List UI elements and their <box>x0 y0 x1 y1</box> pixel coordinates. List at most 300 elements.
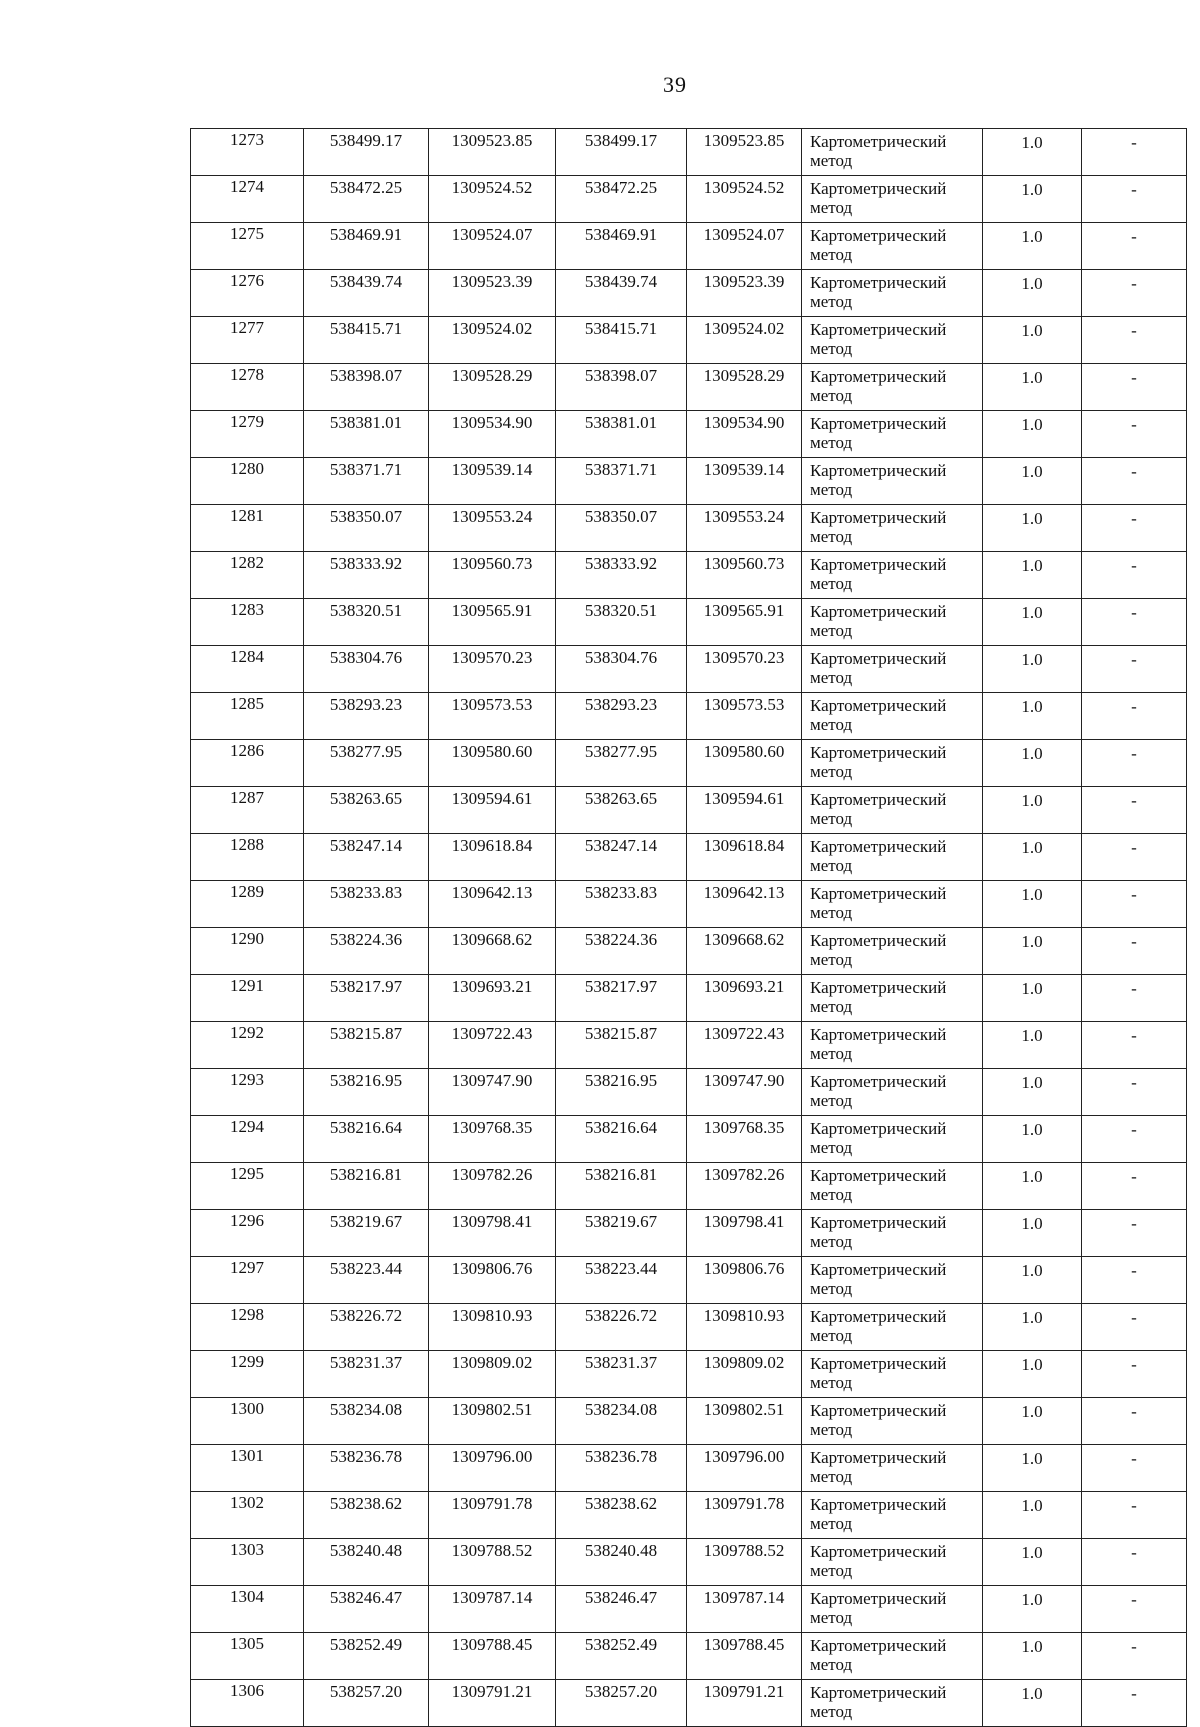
method-cell: Картометрический метод <box>802 1351 983 1398</box>
point-number-cell: 1281 <box>191 505 304 552</box>
coord-y-new-cell: 1309693.21 <box>687 975 802 1022</box>
method-cell: Картометрический метод <box>802 1069 983 1116</box>
coord-y-new-cell: 1309573.53 <box>687 693 802 740</box>
coord-x-new-cell: 538247.14 <box>556 834 687 881</box>
accuracy-cell: 1.0 <box>983 1680 1082 1727</box>
point-number-cell: 1300 <box>191 1398 304 1445</box>
coord-y-new-cell: 1309796.00 <box>687 1445 802 1492</box>
description-cell: - <box>1082 223 1187 270</box>
coord-y-cell: 1309787.14 <box>429 1586 556 1633</box>
coord-y-new-cell: 1309791.78 <box>687 1492 802 1539</box>
coord-x-new-cell: 538439.74 <box>556 270 687 317</box>
coord-x-new-cell: 538231.37 <box>556 1351 687 1398</box>
coord-y-cell: 1309806.76 <box>429 1257 556 1304</box>
table-row <box>191 1257 1187 1304</box>
coord-x-new-cell: 538216.95 <box>556 1069 687 1116</box>
coord-y-new-cell: 1309642.13 <box>687 881 802 928</box>
description-cell: - <box>1082 834 1187 881</box>
coord-y-new-cell: 1309722.43 <box>687 1022 802 1069</box>
coord-y-cell: 1309642.13 <box>429 881 556 928</box>
point-number-cell: 1275 <box>191 223 304 270</box>
coord-y-new-cell: 1309560.73 <box>687 552 802 599</box>
coord-y-cell: 1309594.61 <box>429 787 556 834</box>
coord-y-new-cell: 1309809.02 <box>687 1351 802 1398</box>
coord-x-cell: 538216.81 <box>304 1163 429 1210</box>
coord-y-cell: 1309809.02 <box>429 1351 556 1398</box>
coord-y-cell: 1309668.62 <box>429 928 556 975</box>
coord-x-new-cell: 538223.44 <box>556 1257 687 1304</box>
point-number-cell: 1280 <box>191 458 304 505</box>
method-cell: Картометрический метод <box>802 1257 983 1304</box>
coord-y-new-cell: 1309791.21 <box>687 1680 802 1727</box>
method-cell: Картометрический метод <box>802 1680 983 1727</box>
method-cell: Картометрический метод <box>802 317 983 364</box>
method-cell: Картометрический метод <box>802 129 983 176</box>
coord-y-new-cell: 1309523.39 <box>687 270 802 317</box>
description-cell: - <box>1082 881 1187 928</box>
coord-y-new-cell: 1309594.61 <box>687 787 802 834</box>
description-cell: - <box>1082 1210 1187 1257</box>
point-number-cell: 1306 <box>191 1680 304 1727</box>
description-cell: - <box>1082 1586 1187 1633</box>
coord-x-cell: 538240.48 <box>304 1539 429 1586</box>
coord-x-cell: 538233.83 <box>304 881 429 928</box>
method-cell: Картометрический метод <box>802 1022 983 1069</box>
coord-x-cell: 538234.08 <box>304 1398 429 1445</box>
accuracy-cell: 1.0 <box>983 975 1082 1022</box>
coord-x-cell: 538263.65 <box>304 787 429 834</box>
method-cell: Картометрический метод <box>802 740 983 787</box>
coord-y-new-cell: 1309524.02 <box>687 317 802 364</box>
method-cell: Картометрический метод <box>802 1445 983 1492</box>
description-cell: - <box>1082 176 1187 223</box>
method-cell: Картометрический метод <box>802 458 983 505</box>
table-row <box>191 1163 1187 1210</box>
method-cell: Картометрический метод <box>802 411 983 458</box>
point-number-cell: 1278 <box>191 364 304 411</box>
method-cell: Картометрический метод <box>802 975 983 1022</box>
point-number-cell: 1304 <box>191 1586 304 1633</box>
point-number-cell: 1286 <box>191 740 304 787</box>
coord-y-cell: 1309782.26 <box>429 1163 556 1210</box>
description-cell: - <box>1082 411 1187 458</box>
coord-y-new-cell: 1309810.93 <box>687 1304 802 1351</box>
point-number-cell: 1282 <box>191 552 304 599</box>
table-row <box>191 646 1187 693</box>
coord-y-cell: 1309796.00 <box>429 1445 556 1492</box>
coord-y-new-cell: 1309806.76 <box>687 1257 802 1304</box>
coord-y-new-cell: 1309580.60 <box>687 740 802 787</box>
description-cell: - <box>1082 458 1187 505</box>
coord-x-cell: 538246.47 <box>304 1586 429 1633</box>
coord-x-cell: 538216.64 <box>304 1116 429 1163</box>
description-cell: - <box>1082 1633 1187 1680</box>
coord-y-cell: 1309528.29 <box>429 364 556 411</box>
coord-x-cell: 538219.67 <box>304 1210 429 1257</box>
accuracy-cell: 1.0 <box>983 364 1082 411</box>
method-cell: Картометрический метод <box>802 646 983 693</box>
coord-y-cell: 1309722.43 <box>429 1022 556 1069</box>
coord-y-new-cell: 1309768.35 <box>687 1116 802 1163</box>
coord-x-cell: 538236.78 <box>304 1445 429 1492</box>
coord-x-cell: 538371.71 <box>304 458 429 505</box>
coord-y-cell: 1309523.85 <box>429 129 556 176</box>
coord-x-cell: 538216.95 <box>304 1069 429 1116</box>
accuracy-cell: 1.0 <box>983 1304 1082 1351</box>
coord-x-new-cell: 538217.97 <box>556 975 687 1022</box>
coord-x-cell: 538257.20 <box>304 1680 429 1727</box>
coord-x-cell: 538320.51 <box>304 599 429 646</box>
table-row <box>191 129 1187 176</box>
coord-y-new-cell: 1309782.26 <box>687 1163 802 1210</box>
point-number-cell: 1296 <box>191 1210 304 1257</box>
method-cell: Картометрический метод <box>802 176 983 223</box>
accuracy-cell: 1.0 <box>983 1586 1082 1633</box>
accuracy-cell: 1.0 <box>983 834 1082 881</box>
method-cell: Картометрический метод <box>802 834 983 881</box>
accuracy-cell: 1.0 <box>983 787 1082 834</box>
coord-x-new-cell: 538257.20 <box>556 1680 687 1727</box>
method-cell: Картометрический метод <box>802 1539 983 1586</box>
coord-x-cell: 538231.37 <box>304 1351 429 1398</box>
coord-y-cell: 1309747.90 <box>429 1069 556 1116</box>
table-row <box>191 1069 1187 1116</box>
coord-x-new-cell: 538350.07 <box>556 505 687 552</box>
description-cell: - <box>1082 129 1187 176</box>
coord-x-cell: 538381.01 <box>304 411 429 458</box>
coord-x-cell: 538333.92 <box>304 552 429 599</box>
coord-y-new-cell: 1309668.62 <box>687 928 802 975</box>
accuracy-cell: 1.0 <box>983 552 1082 599</box>
table-row <box>191 975 1187 1022</box>
description-cell: - <box>1082 1257 1187 1304</box>
coord-y-cell: 1309802.51 <box>429 1398 556 1445</box>
coord-y-cell: 1309788.52 <box>429 1539 556 1586</box>
description-cell: - <box>1082 1304 1187 1351</box>
coord-x-cell: 538224.36 <box>304 928 429 975</box>
coord-x-new-cell: 538263.65 <box>556 787 687 834</box>
coord-y-cell: 1309534.90 <box>429 411 556 458</box>
coord-x-cell: 538252.49 <box>304 1633 429 1680</box>
accuracy-cell: 1.0 <box>983 270 1082 317</box>
coord-x-cell: 538439.74 <box>304 270 429 317</box>
description-cell: - <box>1082 1163 1187 1210</box>
coord-y-new-cell: 1309528.29 <box>687 364 802 411</box>
coord-x-new-cell: 538226.72 <box>556 1304 687 1351</box>
method-cell: Картометрический метод <box>802 1398 983 1445</box>
coord-y-new-cell: 1309802.51 <box>687 1398 802 1445</box>
accuracy-cell: 1.0 <box>983 928 1082 975</box>
method-cell: Картометрический метод <box>802 270 983 317</box>
table-row <box>191 270 1187 317</box>
coord-y-new-cell: 1309524.52 <box>687 176 802 223</box>
coord-x-cell: 538398.07 <box>304 364 429 411</box>
table-row <box>191 740 1187 787</box>
coord-x-new-cell: 538293.23 <box>556 693 687 740</box>
method-cell: Картометрический метод <box>802 1163 983 1210</box>
description-cell: - <box>1082 270 1187 317</box>
description-cell: - <box>1082 1445 1187 1492</box>
table-row <box>191 1116 1187 1163</box>
description-cell: - <box>1082 1116 1187 1163</box>
table-row <box>191 834 1187 881</box>
table-row <box>191 693 1187 740</box>
table-row <box>191 176 1187 223</box>
coordinates-table <box>190 128 1187 1727</box>
coord-x-new-cell: 538277.95 <box>556 740 687 787</box>
coord-y-new-cell: 1309747.90 <box>687 1069 802 1116</box>
coord-y-cell: 1309524.52 <box>429 176 556 223</box>
point-number-cell: 1297 <box>191 1257 304 1304</box>
table-row <box>191 1680 1187 1727</box>
accuracy-cell: 1.0 <box>983 646 1082 693</box>
point-number-cell: 1276 <box>191 270 304 317</box>
table-row <box>191 1586 1187 1633</box>
coord-x-new-cell: 538381.01 <box>556 411 687 458</box>
coord-x-cell: 538238.62 <box>304 1492 429 1539</box>
coordinates-table-body <box>191 129 1187 1727</box>
point-number-cell: 1295 <box>191 1163 304 1210</box>
method-cell: Картометрический метод <box>802 1304 983 1351</box>
coord-x-new-cell: 538333.92 <box>556 552 687 599</box>
method-cell: Картометрический метод <box>802 505 983 552</box>
description-cell: - <box>1082 599 1187 646</box>
coord-y-new-cell: 1309787.14 <box>687 1586 802 1633</box>
coord-y-new-cell: 1309798.41 <box>687 1210 802 1257</box>
point-number-cell: 1279 <box>191 411 304 458</box>
coord-x-new-cell: 538371.71 <box>556 458 687 505</box>
coord-x-new-cell: 538415.71 <box>556 317 687 364</box>
coord-y-new-cell: 1309565.91 <box>687 599 802 646</box>
coord-x-new-cell: 538240.48 <box>556 1539 687 1586</box>
coord-y-cell: 1309570.23 <box>429 646 556 693</box>
method-cell: Картометрический метод <box>802 599 983 646</box>
method-cell: Картометрический метод <box>802 693 983 740</box>
coord-y-cell: 1309524.02 <box>429 317 556 364</box>
coord-x-cell: 538217.97 <box>304 975 429 1022</box>
coord-x-new-cell: 538304.76 <box>556 646 687 693</box>
coord-x-cell: 538215.87 <box>304 1022 429 1069</box>
description-cell: - <box>1082 787 1187 834</box>
point-number-cell: 1287 <box>191 787 304 834</box>
coord-x-new-cell: 538472.25 <box>556 176 687 223</box>
method-cell: Картометрический метод <box>802 552 983 599</box>
coord-y-new-cell: 1309539.14 <box>687 458 802 505</box>
method-cell: Картометрический метод <box>802 787 983 834</box>
method-cell: Картометрический метод <box>802 1116 983 1163</box>
accuracy-cell: 1.0 <box>983 599 1082 646</box>
coord-x-new-cell: 538224.36 <box>556 928 687 975</box>
accuracy-cell: 1.0 <box>983 1257 1082 1304</box>
table-row <box>191 1492 1187 1539</box>
table-row <box>191 411 1187 458</box>
point-number-cell: 1277 <box>191 317 304 364</box>
coord-x-cell: 538247.14 <box>304 834 429 881</box>
accuracy-cell: 1.0 <box>983 129 1082 176</box>
description-cell: - <box>1082 693 1187 740</box>
point-number-cell: 1291 <box>191 975 304 1022</box>
coord-x-new-cell: 538233.83 <box>556 881 687 928</box>
point-number-cell: 1298 <box>191 1304 304 1351</box>
coord-y-cell: 1309539.14 <box>429 458 556 505</box>
coord-y-cell: 1309693.21 <box>429 975 556 1022</box>
description-cell: - <box>1082 1680 1187 1727</box>
table-row <box>191 1304 1187 1351</box>
accuracy-cell: 1.0 <box>983 505 1082 552</box>
point-number-cell: 1288 <box>191 834 304 881</box>
table-row <box>191 364 1187 411</box>
coord-x-new-cell: 538216.81 <box>556 1163 687 1210</box>
coord-x-new-cell: 538234.08 <box>556 1398 687 1445</box>
coord-y-cell: 1309810.93 <box>429 1304 556 1351</box>
coord-y-cell: 1309618.84 <box>429 834 556 881</box>
coord-y-cell: 1309768.35 <box>429 1116 556 1163</box>
point-number-cell: 1285 <box>191 693 304 740</box>
table-row <box>191 458 1187 505</box>
method-cell: Картометрический метод <box>802 928 983 975</box>
point-number-cell: 1273 <box>191 129 304 176</box>
coord-x-new-cell: 538219.67 <box>556 1210 687 1257</box>
point-number-cell: 1293 <box>191 1069 304 1116</box>
accuracy-cell: 1.0 <box>983 1445 1082 1492</box>
coord-y-new-cell: 1309523.85 <box>687 129 802 176</box>
coord-y-cell: 1309573.53 <box>429 693 556 740</box>
description-cell: - <box>1082 1069 1187 1116</box>
coord-y-cell: 1309553.24 <box>429 505 556 552</box>
point-number-cell: 1290 <box>191 928 304 975</box>
accuracy-cell: 1.0 <box>983 176 1082 223</box>
table-row <box>191 1022 1187 1069</box>
description-cell: - <box>1082 1398 1187 1445</box>
table-row <box>191 1210 1187 1257</box>
coord-x-cell: 538304.76 <box>304 646 429 693</box>
point-number-cell: 1284 <box>191 646 304 693</box>
coord-x-new-cell: 538469.91 <box>556 223 687 270</box>
description-cell: - <box>1082 364 1187 411</box>
accuracy-cell: 1.0 <box>983 411 1082 458</box>
accuracy-cell: 1.0 <box>983 1069 1082 1116</box>
accuracy-cell: 1.0 <box>983 1116 1082 1163</box>
table-row <box>191 317 1187 364</box>
method-cell: Картометрический метод <box>802 223 983 270</box>
description-cell: - <box>1082 552 1187 599</box>
coord-y-cell: 1309524.07 <box>429 223 556 270</box>
coord-y-cell: 1309791.78 <box>429 1492 556 1539</box>
method-cell: Картометрический метод <box>802 1210 983 1257</box>
coord-x-cell: 538277.95 <box>304 740 429 787</box>
coord-y-cell: 1309798.41 <box>429 1210 556 1257</box>
coord-x-new-cell: 538216.64 <box>556 1116 687 1163</box>
description-cell: - <box>1082 740 1187 787</box>
coord-x-cell: 538415.71 <box>304 317 429 364</box>
accuracy-cell: 1.0 <box>983 1163 1082 1210</box>
coord-x-cell: 538472.25 <box>304 176 429 223</box>
description-cell: - <box>1082 317 1187 364</box>
point-number-cell: 1289 <box>191 881 304 928</box>
point-number-cell: 1294 <box>191 1116 304 1163</box>
point-number-cell: 1303 <box>191 1539 304 1586</box>
coord-x-new-cell: 538246.47 <box>556 1586 687 1633</box>
table-row <box>191 1445 1187 1492</box>
description-cell: - <box>1082 1022 1187 1069</box>
coord-x-cell: 538223.44 <box>304 1257 429 1304</box>
point-number-cell: 1299 <box>191 1351 304 1398</box>
point-number-cell: 1302 <box>191 1492 304 1539</box>
page-number: 39 <box>663 72 687 97</box>
point-number-cell: 1283 <box>191 599 304 646</box>
method-cell: Картометрический метод <box>802 364 983 411</box>
accuracy-cell: 1.0 <box>983 1351 1082 1398</box>
accuracy-cell: 1.0 <box>983 458 1082 505</box>
coord-y-new-cell: 1309618.84 <box>687 834 802 881</box>
coord-x-new-cell: 538320.51 <box>556 599 687 646</box>
coord-x-new-cell: 538398.07 <box>556 364 687 411</box>
description-cell: - <box>1082 1539 1187 1586</box>
table-row <box>191 1539 1187 1586</box>
accuracy-cell: 1.0 <box>983 1633 1082 1680</box>
accuracy-cell: 1.0 <box>983 740 1082 787</box>
table-row <box>191 223 1187 270</box>
accuracy-cell: 1.0 <box>983 1539 1082 1586</box>
table-row <box>191 928 1187 975</box>
table-row <box>191 599 1187 646</box>
description-cell: - <box>1082 928 1187 975</box>
point-number-cell: 1292 <box>191 1022 304 1069</box>
coord-x-new-cell: 538236.78 <box>556 1445 687 1492</box>
accuracy-cell: 1.0 <box>983 223 1082 270</box>
accuracy-cell: 1.0 <box>983 693 1082 740</box>
point-number-cell: 1301 <box>191 1445 304 1492</box>
coord-y-new-cell: 1309570.23 <box>687 646 802 693</box>
coord-x-new-cell: 538252.49 <box>556 1633 687 1680</box>
accuracy-cell: 1.0 <box>983 1022 1082 1069</box>
accuracy-cell: 1.0 <box>983 881 1082 928</box>
coord-y-new-cell: 1309534.90 <box>687 411 802 458</box>
coord-x-cell: 538226.72 <box>304 1304 429 1351</box>
table-row <box>191 1351 1187 1398</box>
description-cell: - <box>1082 1351 1187 1398</box>
table-row <box>191 787 1187 834</box>
table-row <box>191 505 1187 552</box>
table-row <box>191 881 1187 928</box>
accuracy-cell: 1.0 <box>983 1398 1082 1445</box>
coord-x-new-cell: 538215.87 <box>556 1022 687 1069</box>
accuracy-cell: 1.0 <box>983 1492 1082 1539</box>
coord-x-cell: 538499.17 <box>304 129 429 176</box>
point-number-cell: 1305 <box>191 1633 304 1680</box>
description-cell: - <box>1082 1492 1187 1539</box>
coord-y-new-cell: 1309524.07 <box>687 223 802 270</box>
coord-y-cell: 1309791.21 <box>429 1680 556 1727</box>
description-cell: - <box>1082 975 1187 1022</box>
coord-x-new-cell: 538499.17 <box>556 129 687 176</box>
point-number-cell: 1274 <box>191 176 304 223</box>
coord-x-cell: 538469.91 <box>304 223 429 270</box>
method-cell: Картометрический метод <box>802 1586 983 1633</box>
coord-x-cell: 538350.07 <box>304 505 429 552</box>
coord-y-cell: 1309580.60 <box>429 740 556 787</box>
coord-y-new-cell: 1309553.24 <box>687 505 802 552</box>
coord-y-cell: 1309788.45 <box>429 1633 556 1680</box>
coord-y-new-cell: 1309788.52 <box>687 1539 802 1586</box>
method-cell: Картометрический метод <box>802 1633 983 1680</box>
coord-x-new-cell: 538238.62 <box>556 1492 687 1539</box>
table-row <box>191 1398 1187 1445</box>
coord-y-new-cell: 1309788.45 <box>687 1633 802 1680</box>
coord-y-cell: 1309560.73 <box>429 552 556 599</box>
coord-y-cell: 1309523.39 <box>429 270 556 317</box>
accuracy-cell: 1.0 <box>983 1210 1082 1257</box>
